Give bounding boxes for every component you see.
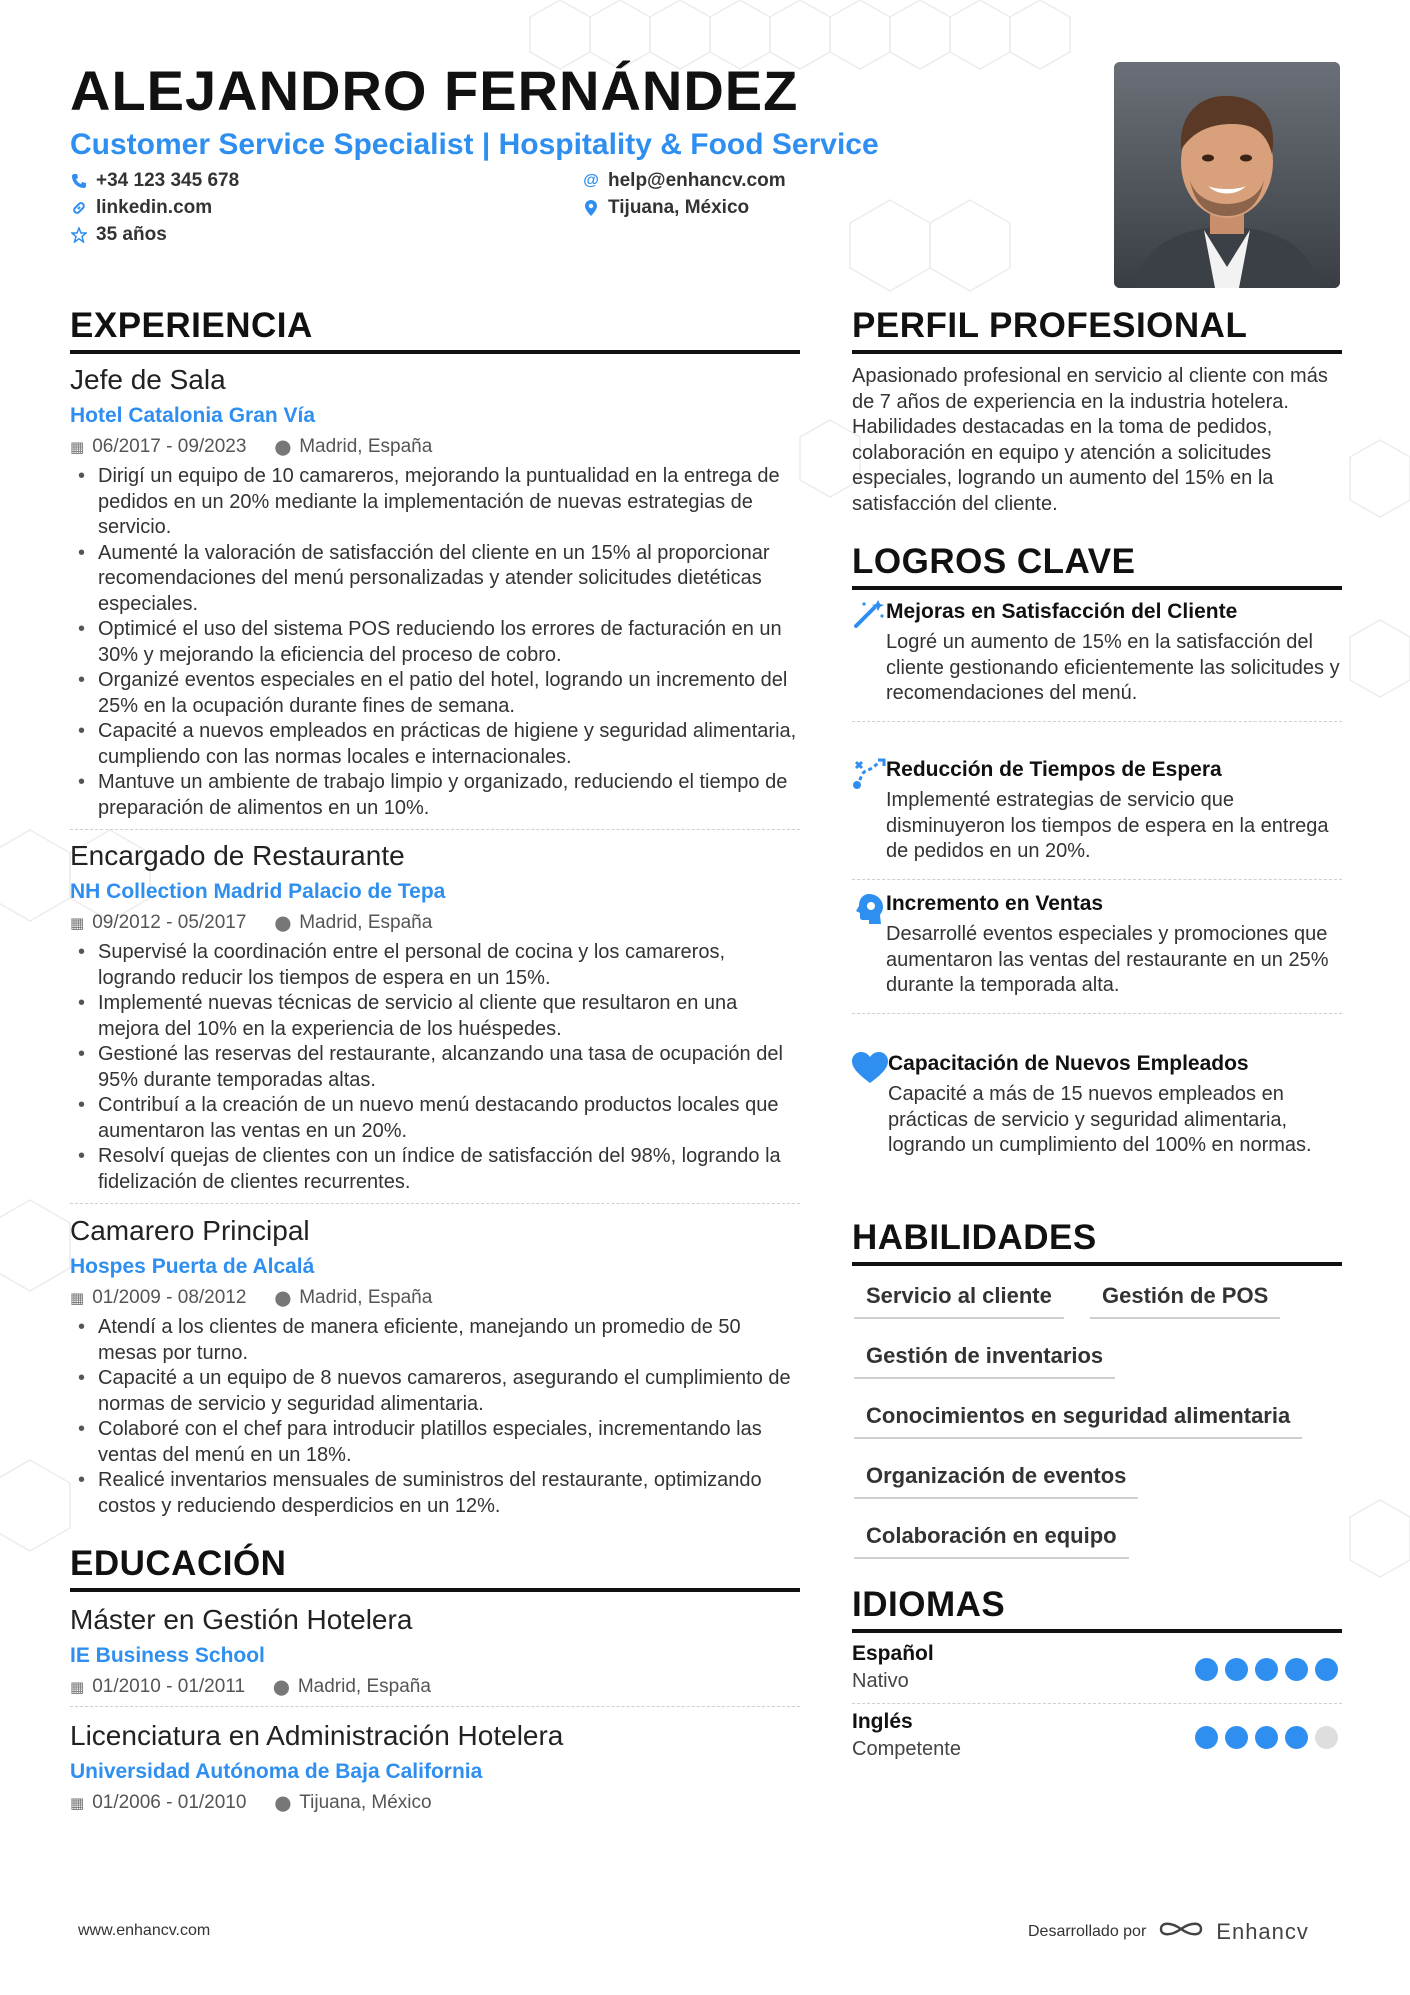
language-rating (1195, 1726, 1338, 1749)
rating-dot-filled (1195, 1658, 1218, 1681)
job-role: Jefe de Sala (70, 364, 226, 395)
rating-dot-filled (1255, 1726, 1278, 1749)
achievements-heading: LOGROS CLAVE (852, 542, 1342, 590)
phone-text: +34 123 345 678 (96, 170, 240, 191)
job-meta (70, 1287, 800, 1309)
footer-website[interactable]: www.enhancv.com (78, 1922, 211, 1939)
star-icon (70, 226, 88, 244)
school-name[interactable]: Universidad Autónoma de Baja California (70, 1760, 483, 1783)
bullet-item: • Supervisé la coordinación entre el personal de cocina y los camareros, logrando reducir los tiempos de espera en un 15%. (70, 940, 800, 991)
map-pin-icon: ⬤ (274, 1795, 292, 1812)
linkedin-text: linkedin.com (96, 197, 213, 218)
achievement-item (852, 758, 1342, 880)
job-bullets (70, 464, 800, 821)
education-location: Tijuana, México (299, 1792, 432, 1813)
bullet-item: • Gestioné las reservas del restaurante, alcanzando una tasa de ocupación del 95% durante temporadas altas. (70, 1042, 800, 1093)
age-info (70, 224, 167, 246)
location-contact (582, 197, 749, 219)
bullet-item: • Aumenté la valoración de satisfacción del cliente en un 15% al proporcionar recomendaciones del menú personalizadas y atender solicitudes dietéticas especiales. (70, 541, 800, 618)
achievement-item (852, 1052, 1342, 1159)
bullet-item: • Contribuí a la creación de un nuevo menú destacando productos locales que aumentaron las ventas en un 20%. (70, 1093, 800, 1144)
bullet-item: • Realicé inventarios mensuales de suministros del restaurante, optimizando costos y reduciendo desperdicios en un 12%. (70, 1468, 800, 1519)
heart-icon (852, 1052, 888, 1159)
age-text: 35 años (96, 224, 167, 245)
rating-dot-filled (1255, 1658, 1278, 1681)
rating-dot-empty (1315, 1726, 1338, 1749)
job-dates: 09/2012 - 05/2017 (92, 912, 247, 933)
languages-heading: IDIOMAS (852, 1585, 1342, 1633)
degree-name: Licenciatura en Administración Hotelera (70, 1720, 564, 1751)
bullet-item: • Capacité a nuevos empleados en prácticas de higiene y seguridad alimentaria, cumpliendo con las normas locales e internacionales. (70, 719, 800, 770)
education-meta (70, 1676, 800, 1698)
powered-by-text: Desarrollado por (1028, 1922, 1147, 1940)
profile-photo (1114, 62, 1340, 288)
magic-wand-icon (852, 600, 886, 707)
language-item (852, 1710, 1342, 1772)
job-location: Madrid, España (299, 912, 433, 933)
job-role: Encargado de Restaurante (70, 840, 405, 871)
map-pin-icon: ⬤ (274, 915, 292, 932)
job-meta (70, 912, 800, 934)
language-level: Competente (852, 1738, 961, 1760)
calendar-icon: ▦ (70, 1679, 85, 1696)
bullet-item: • Resolví quejas de clientes con un índice de satisfacción del 98%, logrando la fidelización de clientes recurrentes. (70, 1144, 800, 1195)
skill-tag: Gestión de POS (1090, 1283, 1280, 1319)
job-location: Madrid, España (299, 1287, 433, 1308)
footer-branding[interactable] (1028, 1918, 1309, 1945)
map-pin-icon (582, 199, 600, 217)
email-text: help@enhancv.com (608, 170, 786, 191)
rating-dot-filled (1195, 1726, 1218, 1749)
skills-heading: HABILIDADES (852, 1218, 1342, 1266)
language-name: Inglés (852, 1710, 913, 1733)
achievement-item (852, 600, 1342, 722)
bullet-item: • Dirigí un equipo de 10 camareros, mejorando la puntualidad en la entrega de pedidos en un 20% mediante la implementación de nuevas estrategias de servicio. (70, 464, 800, 541)
skill-tag: Conocimientos en seguridad alimentaria (854, 1403, 1302, 1439)
job-dates: 06/2017 - 09/2023 (92, 436, 247, 457)
rating-dot-filled (1225, 1658, 1248, 1681)
email-contact[interactable] (582, 170, 786, 192)
achievement-text: Capacité a más de 15 nuevos empleados en prácticas de servicio y seguridad alimentaria, logrando un cumplimiento del 100% en normas. (888, 1083, 1312, 1156)
language-item (852, 1642, 1342, 1704)
calendar-icon: ▦ (70, 439, 85, 456)
skill-tag: Gestión de inventarios (854, 1343, 1115, 1379)
bullet-item: • Colaboré con el chef para introducir platillos especiales, incrementando las ventas del menú en un 18%. (70, 1417, 800, 1468)
education-location: Madrid, España (297, 1676, 431, 1697)
job-role: Camarero Principal (70, 1215, 310, 1246)
achievement-text: Logré un aumento de 15% en la satisfacción del cliente gestionando eficientemente las solicitudes y recomendaciones del menú. (886, 631, 1340, 704)
job-bullets (70, 1315, 800, 1519)
enhancv-logo-icon (1158, 1918, 1204, 1945)
job-entry (70, 364, 800, 830)
job-dates: 01/2009 - 08/2012 (92, 1287, 247, 1308)
education-dates: 01/2006 - 01/2010 (92, 1792, 247, 1813)
job-company[interactable]: NH Collection Madrid Palacio de Tepa (70, 880, 446, 903)
achievement-title: Mejoras en Satisfacción del Cliente (886, 600, 1238, 623)
route-icon (852, 758, 886, 865)
job-entry (70, 840, 800, 1204)
rating-dot-filled (1315, 1658, 1338, 1681)
map-pin-icon: ⬤ (274, 1290, 292, 1307)
education-dates: 01/2010 - 01/2011 (92, 1676, 246, 1697)
education-entry (70, 1720, 800, 1814)
head-brain-icon (852, 892, 886, 999)
bullet-item: • Atendí a los clientes de manera eficiente, manejando un promedio de 50 mesas por turno. (70, 1315, 800, 1366)
map-pin-icon: ⬤ (273, 1679, 290, 1696)
profile-summary: Apasionado profesional en servicio al cliente con más de 7 años de experiencia en la industria hotelera. Habilidades destacadas en la toma de pedidos, colaboración en equipo y atención a solicitudes especiales, logrando un aumento del 15% en la satisfacción del cliente. (852, 365, 1328, 515)
candidate-name: ALEJANDRO FERNÁNDEZ (70, 59, 799, 122)
job-location: Madrid, España (299, 436, 433, 457)
skill-tag: Colaboración en equipo (854, 1523, 1129, 1559)
achievement-title: Capacitación de Nuevos Empleados (888, 1052, 1249, 1075)
job-meta (70, 436, 800, 458)
calendar-icon: ▦ (70, 915, 85, 932)
skill-tag: Organización de eventos (854, 1463, 1138, 1499)
school-name[interactable]: IE Business School (70, 1644, 265, 1667)
degree-name: Máster en Gestión Hotelera (70, 1604, 413, 1635)
job-company[interactable]: Hospes Puerta de Alcalá (70, 1255, 315, 1278)
job-entry (70, 1215, 800, 1519)
profile-heading: PERFIL PROFESIONAL (852, 306, 1342, 354)
rating-dot-filled (1285, 1658, 1308, 1681)
rating-dot-filled (1285, 1726, 1308, 1749)
language-level: Nativo (852, 1670, 909, 1692)
job-company[interactable]: Hotel Catalonia Gran Vía (70, 404, 316, 427)
map-pin-icon: ⬤ (274, 439, 292, 456)
linkedin-contact[interactable] (70, 197, 212, 219)
bullet-item: • Optimicé el uso del sistema POS reduciendo los errores de facturación en un 30% y mejorando la eficiencia del proceso de cobro. (70, 617, 800, 668)
phone-icon (70, 172, 88, 190)
language-rating (1195, 1658, 1338, 1681)
achievement-text: Desarrollé eventos especiales y promociones que aumentaron las ventas del restaurante en un 25% durante la temporada alta. (886, 923, 1329, 996)
link-icon (70, 199, 88, 217)
calendar-icon: ▦ (70, 1795, 85, 1812)
achievement-text: Implementé estrategias de servicio que disminuyeron los tiempos de espera en la entrega de pedidos en un 20%. (886, 789, 1329, 862)
experience-heading: EXPERIENCIA (70, 306, 800, 354)
rating-dot-filled (1225, 1726, 1248, 1749)
phone-contact[interactable] (70, 170, 239, 192)
calendar-icon: ▦ (70, 1290, 85, 1307)
education-entry (70, 1604, 800, 1707)
bullet-item: • Organizé eventos especiales en el patio del hotel, logrando un incremento del 25% en la ocupación durante fines de semana. (70, 668, 800, 719)
language-name: Español (852, 1642, 934, 1665)
location-text: Tijuana, México (608, 197, 750, 218)
candidate-title: Customer Service Specialist | Hospitality & Food Service (70, 128, 879, 161)
at-icon: @ (583, 172, 599, 189)
education-heading: EDUCACIÓN (70, 1544, 800, 1592)
achievement-item (852, 892, 1342, 1014)
skill-tag: Servicio al cliente (854, 1283, 1064, 1319)
job-bullets (70, 940, 800, 1195)
enhancv-brand: Enhancv (1216, 1918, 1309, 1944)
achievement-title: Incremento en Ventas (886, 892, 1104, 915)
bullet-item: • Mantuve un ambiente de trabajo limpio y organizado, reduciendo el tiempo de preparación de alimentos en un 10%. (70, 770, 800, 821)
achievement-title: Reducción de Tiempos de Espera (886, 758, 1222, 781)
bullet-item: • Capacité a un equipo de 8 nuevos camareros, asegurando el cumplimiento de normas de servicio y seguridad alimentaria. (70, 1366, 800, 1417)
bullet-item: • Implementé nuevas técnicas de servicio al cliente que resultaron en una mejora del 10% en la experiencia de los huéspedes. (70, 991, 800, 1042)
education-meta (70, 1792, 800, 1814)
